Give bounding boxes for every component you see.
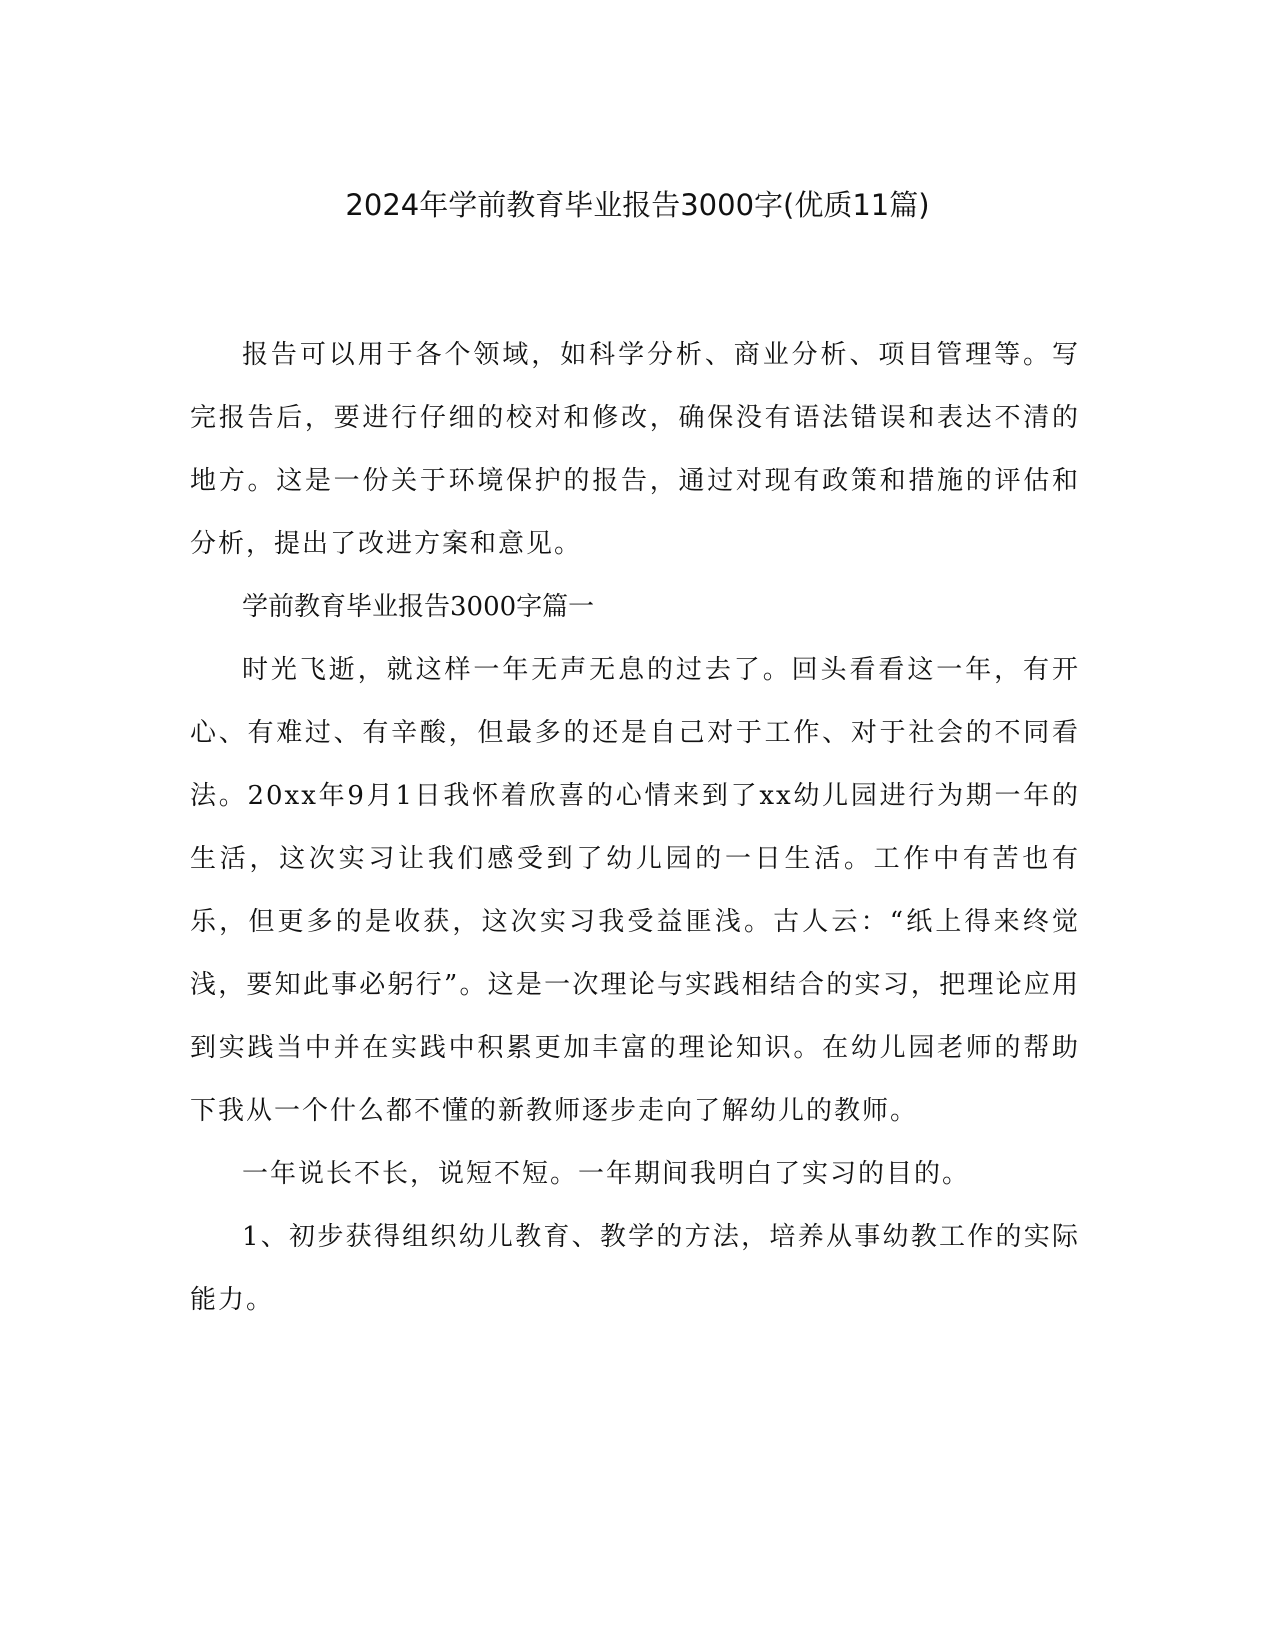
intro-paragraph: 报告可以用于各个领域，如科学分析、商业分析、项目管理等。写完报告后，要进行仔细的校对和修改，确保没有语法错误和表达不清的地方。这是一份关于环境保护的报告，通过对现有政策和措施的评估和分析，提出了改进方案和意见。 [190, 340, 1080, 559]
document-body [190, 324, 1080, 1332]
body-paragraph: 一年说长不长，说短不短。一年期间我明白了实习的目的。 [242, 1159, 971, 1189]
list-item: 1、初步获得组织幼儿教育、教学的方法，培养从事幼教工作的实际能力。 [190, 1222, 1080, 1315]
body-paragraph: 时光飞逝，就这样一年无声无息的过去了。回头看看这一年，有开心、有难过、有辛酸，但最多的还是自己对于工作、对于社会的不同看法。20xx年9月1日我怀着欣喜的心情来到了xx幼儿园进行为期一年的生活，这次实习让我们感受到了幼儿园的一日生活。工作中有苦也有乐，但更多的是收获，这次实习我受益匪浅。古人云：“纸上得来终觉浅，要知此事必躬行”。这是一次理论与实践相结合的实习，把理论应用到实践当中并在实践中积累更加丰富的理论知识。在幼儿园老师的帮助下我从一个什么都不懂的新教师逐步走向了解幼儿的教师。 [190, 655, 1080, 1126]
document-title: 2024年学前教育毕业报告3000字(优质11篇) [345, 188, 930, 222]
section-heading: 学前教育毕业报告3000字篇一 [242, 592, 595, 622]
